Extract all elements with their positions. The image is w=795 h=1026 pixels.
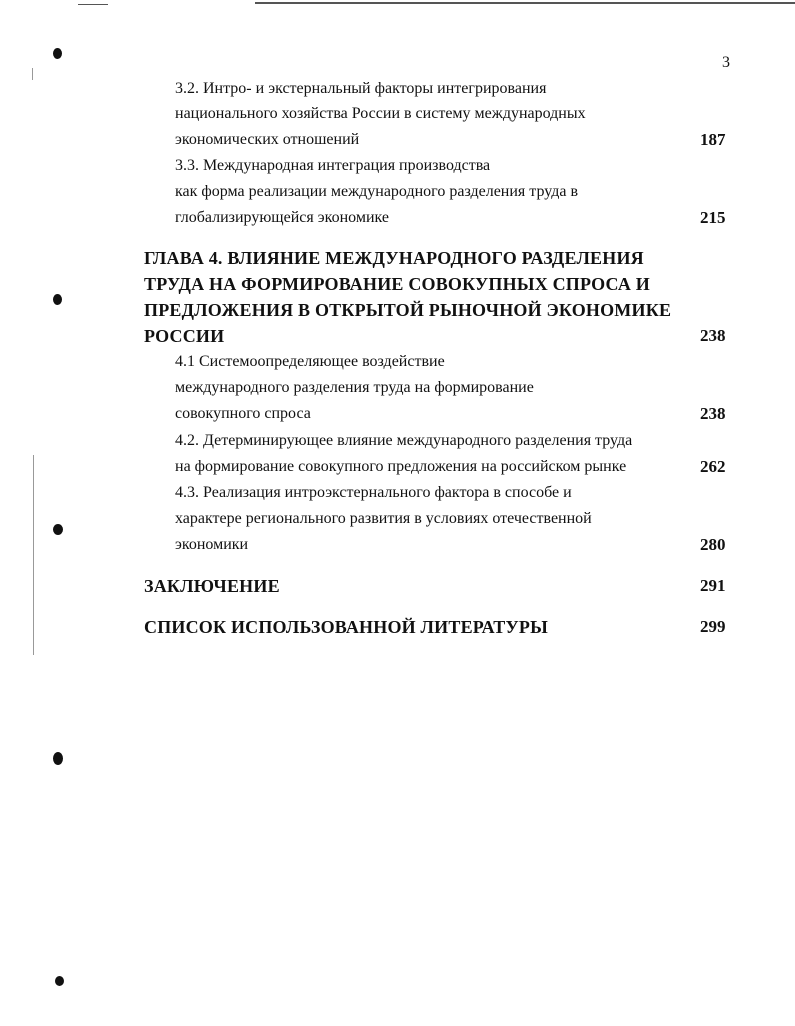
- toc-entry-4-3-line: характере регионального развития в условиях отечественной: [175, 510, 592, 527]
- scan-margin-line: [33, 455, 34, 655]
- toc-entry-3-3-line: глобализирующейся экономике: [175, 209, 389, 226]
- punch-hole-mark: [53, 752, 63, 765]
- punch-hole-mark: [55, 976, 64, 986]
- chapter-4-heading-line: ТРУДА НА ФОРМИРОВАНИЕ СОВОКУПНЫХ СПРОСА И: [144, 274, 650, 294]
- toc-entry-3-3-line: 3.3. Международная интеграция производства: [175, 157, 491, 174]
- toc-entry-4-3-line: 4.3. Реализация интроэкстернального фактора в способе и: [175, 484, 572, 501]
- chapter-4-heading-line: ПРЕДЛОЖЕНИЯ В ОТКРЫТОЙ РЫНОЧНОЙ ЭКОНОМИКЕ: [144, 300, 672, 320]
- chapter-4-heading-line: РОССИИ: [144, 326, 225, 346]
- references-heading: СПИСОК ИСПОЛЬЗОВАННОЙ ЛИТЕРАТУРЫ: [144, 617, 548, 637]
- toc-entry-4-3-line: экономики: [175, 536, 249, 553]
- toc-entry-4-2-line: на формирование совокупного предложения на российском рынке: [175, 458, 627, 475]
- toc-entry-3-2-line: экономических отношений: [175, 131, 360, 148]
- references-page: 299: [700, 617, 726, 636]
- punch-hole-mark: [53, 48, 62, 59]
- toc-entry-4-3-page: 280: [700, 535, 726, 554]
- scan-edge-line: [78, 4, 108, 5]
- page-number: 3: [722, 54, 730, 71]
- toc-entry-4-1-line: 4.1 Системоопределяющее воздействие: [175, 353, 445, 370]
- conclusion-heading: ЗАКЛЮЧЕНИЕ: [144, 576, 280, 596]
- toc-entry-4-2-page: 262: [700, 457, 726, 476]
- toc-entry-3-2-page: 187: [700, 130, 726, 149]
- punch-hole-mark: [53, 524, 63, 535]
- toc-entry-4-2-line: 4.2. Детерминирующее влияние международного разделения труда: [175, 432, 633, 449]
- scan-margin-line: [32, 68, 33, 80]
- chapter-4-heading-line: ГЛАВА 4. ВЛИЯНИЕ МЕЖДУНАРОДНОГО РАЗДЕЛЕНИЯ: [144, 248, 644, 268]
- toc-entry-4-1-line: совокупного спроса: [175, 405, 311, 422]
- toc-entry-3-3-line: как форма реализации международного разделения труда в: [175, 183, 579, 200]
- toc-entry-3-2-line: 3.2. Интро- и экстернальный факторы интегрирования: [175, 80, 547, 97]
- chapter-4-page: 238: [700, 326, 726, 345]
- punch-hole-mark: [53, 294, 62, 305]
- toc-entry-3-3-page: 215: [700, 208, 726, 227]
- scan-edge-line: [255, 2, 795, 4]
- toc-entry-3-2-line: национального хозяйства России в систему международных: [175, 105, 586, 122]
- toc-entry-4-1-line: международного разделения труда на формирование: [175, 379, 534, 396]
- conclusion-page: 291: [700, 576, 726, 595]
- toc-entry-4-1-page: 238: [700, 404, 726, 423]
